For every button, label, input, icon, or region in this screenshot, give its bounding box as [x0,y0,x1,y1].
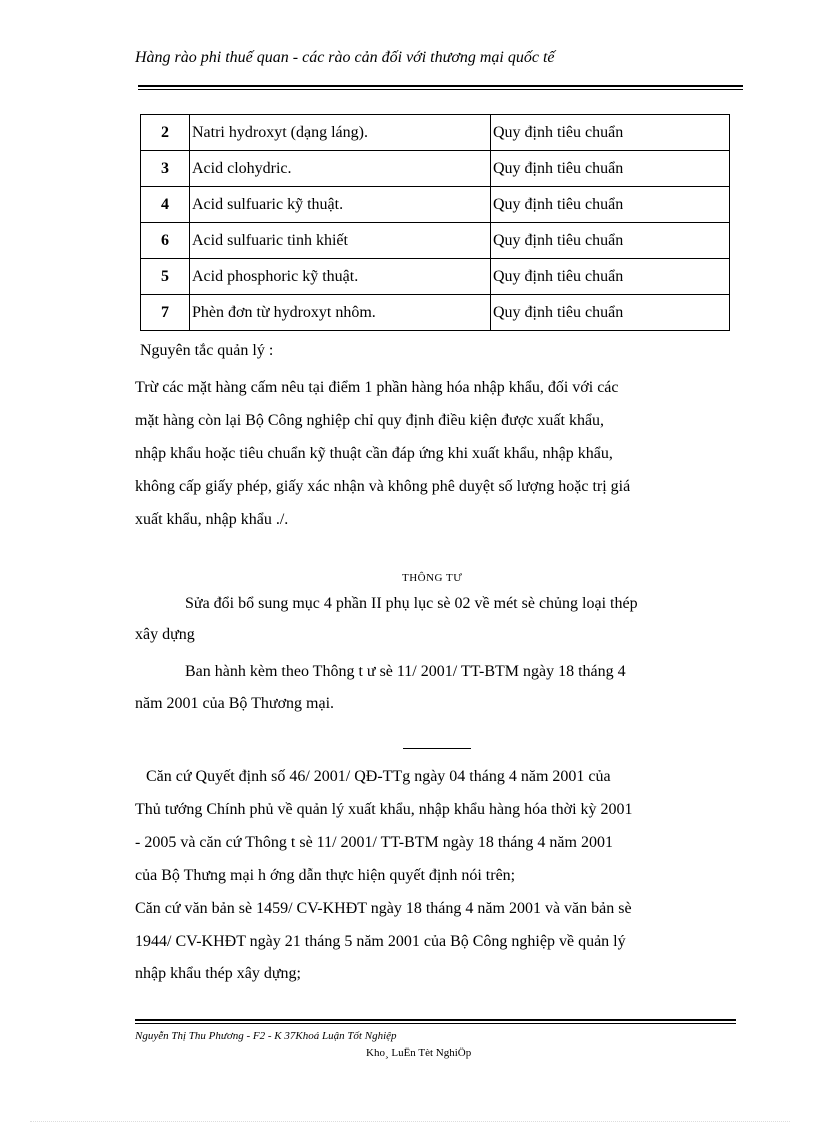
page-header-title: Hàng rào phi thuế quan - các rào cản đối với thương mại quốc tế [135,49,555,66]
product-name: Phèn đơn từ hydroxyt nhôm. [190,295,491,331]
header-divider [138,85,743,87]
section-divider [403,748,471,749]
basis-line: 1944/ CV-KHĐT ngày 21 tháng 5 năm 2001 của Bộ Công nghiệp về quản lý [135,933,626,950]
product-name: Natri hydroxyt (dạng láng). [190,115,491,151]
footer-divider [135,1019,736,1021]
basis-line: Thủ tướng Chính phủ về quản lý xuất khẩu, nhập khẩu hàng hóa thời kỳ 2001 [135,801,633,818]
circular-title: THÔNG TƯ [402,572,463,584]
issued-line: Ban hành kèm theo Thông t ư sè 11/ 2001/ TT-BTM ngày 18 tháng 4 [185,663,626,680]
principle-line: xuất khẩu, nhập khẩu ./. [135,511,289,528]
table-row [141,187,730,223]
basis-line: - 2005 và căn cứ Thông t sè 11/ 2001/ TT-BTM ngày 18 tháng 4 năm 2001 [135,834,613,851]
management-rule: Quy định tiêu chuẩn [491,187,730,223]
table-row [141,115,730,151]
management-rule: Quy định tiêu chuẩn [491,223,730,259]
row-number: 7 [141,295,190,331]
product-name: Acid clohydric. [190,151,491,187]
row-number: 5 [141,259,190,295]
management-rule: Quy định tiêu chuẩn [491,115,730,151]
basis-line: Căn cứ Quyết định số 46/ 2001/ QĐ-TTg ngày 04 tháng 4 năm 2001 của [146,768,611,785]
product-standards-table [140,114,730,331]
management-rule: Quy định tiêu chuẩn [491,259,730,295]
footer-author: Nguyễn Thị Thu Phương - F2 - K 37Khoá Luận Tốt Nghiệp [135,1030,397,1042]
row-number: 6 [141,223,190,259]
table-row [141,295,730,331]
table-row [141,223,730,259]
footer-thesis-label: Kho¸ LuËn Tèt NghiÖp [366,1047,472,1059]
principle-line: Trừ các mặt hàng cấm nêu tại điểm 1 phần hàng hóa nhập khẩu, đối với các [135,379,619,396]
amendment-line: xây dựng [135,626,195,643]
product-name: Acid phosphoric kỹ thuật. [190,259,491,295]
row-number: 2 [141,115,190,151]
amendment-line: Sửa đổi bổ sung mục 4 phần II phụ lục sè 02 về mét sè chủng loại thép [185,595,638,612]
product-name: Acid sulfuaric tinh khiết [190,223,491,259]
basis-line: nhập khẩu thép xây dựng; [135,965,301,982]
product-name: Acid sulfuaric kỹ thuật. [190,187,491,223]
row-number: 3 [141,151,190,187]
issued-line: năm 2001 của Bộ Thương mại. [135,695,335,712]
table-row [141,259,730,295]
basis-line: của Bộ Thưng mại h ớng dẫn thực hiện quyết định nói trên; [135,867,516,884]
principle-line: không cấp giấy phép, giấy xác nhận và không phê duyệt số lượng hoặc trị giá [135,478,631,495]
basis-line: Căn cứ văn bản sè 1459/ CV-KHĐT ngày 18 tháng 4 năm 2001 và văn bản sè [135,900,632,917]
principle-line: mặt hàng còn lại Bộ Công nghiệp chỉ quy định điều kiện được xuất khẩu, [135,412,605,429]
row-number: 4 [141,187,190,223]
management-rule: Quy định tiêu chuẩn [491,295,730,331]
principle-heading: Nguyên tắc quản lý : [140,342,274,359]
management-rule: Quy định tiêu chuẩn [491,151,730,187]
table-row [141,151,730,187]
page-bottom-edge [30,1121,790,1122]
principle-line: nhập khẩu hoặc tiêu chuẩn kỹ thuật cần đáp ứng khi xuất khẩu, nhập khẩu, [135,445,613,462]
